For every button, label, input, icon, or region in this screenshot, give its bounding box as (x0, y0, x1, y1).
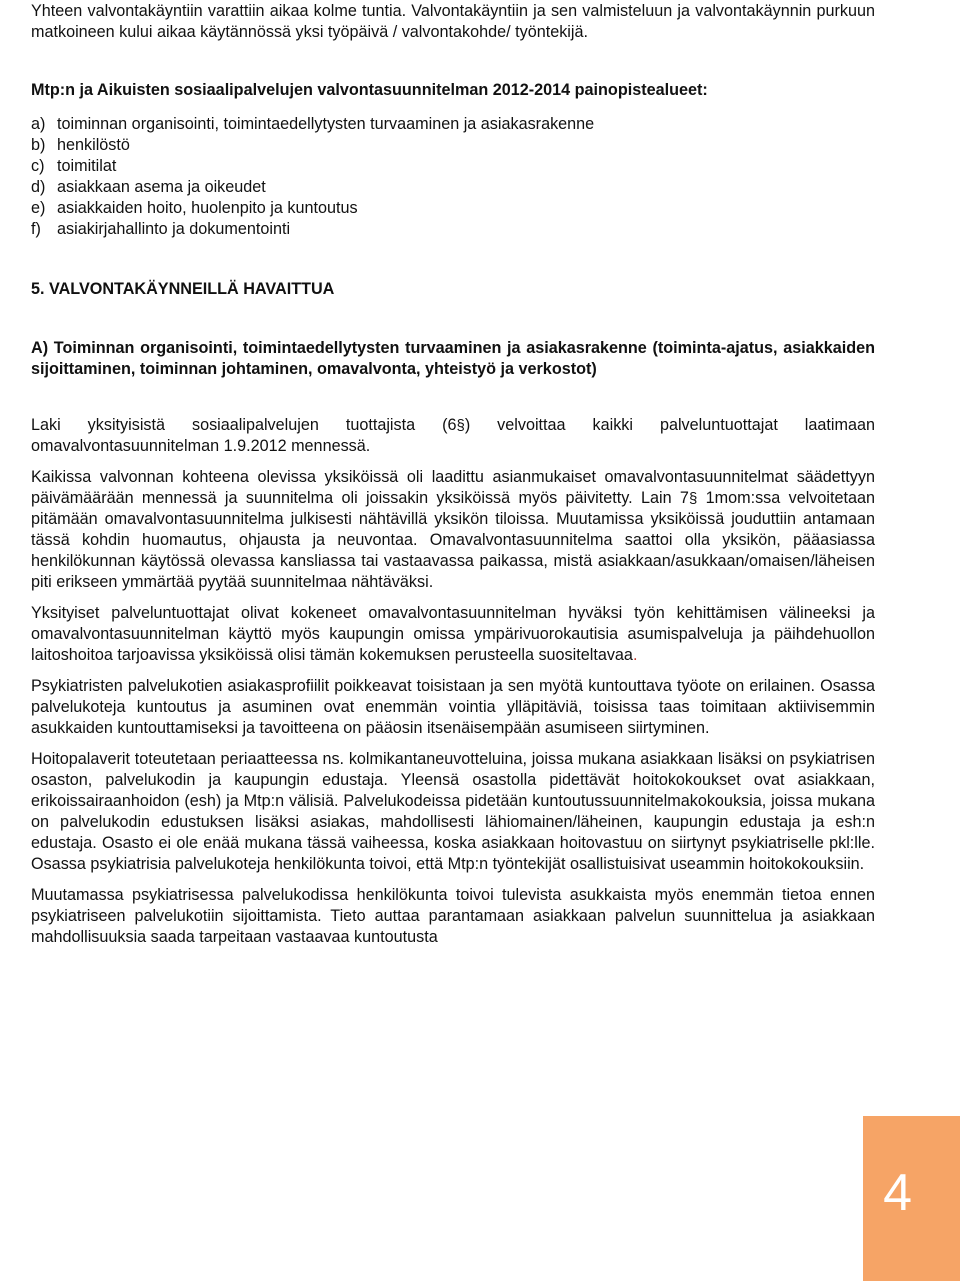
focus-list (31, 114, 875, 240)
section-heading: 5. VALVONTAKÄYNNEILLÄ HAVAITTUA (31, 280, 335, 298)
paragraph-5: Hoitopalaverit toteutetaan periaatteessa ns. kolmikantaneuvotteluina, joissa mukana asiakkaan lisäksi on psykiatrisen osaston, palvelukodin ja kaupungin edustaja. Yleensä osastolla pidettävät hoitokokoukset ovat asiakkaan, erikoissairaanhoidon (esh) ja Mtp:n välisiä. Palvelukodeissa pidetään kuntoutussuunnitelmakokouksia, joissa mukana on palvelukodin edustuksen lisäksi asiakas, mahdollisesti lähiomainen/läheinen, kaupungin edustaja ja esh:n edustaja. Osasto ei ole enää mukana tässä vaiheessa, koska asiakkaan hoitovastuu on siirtynyt psykiatriselle pkl:lle. Osassa psykiatrisia palvelukoteja henkilökunta toivoi, että Mtp:n työntekijät osallistuisivat useammin hoitokokouksiin. (31, 750, 875, 873)
paragraph-4: Psykiatristen palvelukotien asiakasprofiilit poikkeavat toisistaan ja sen myötä kuntouttava työote on erilainen. Osassa palvelukoteja kuntoutus ja asuminen ovat enemmän vointia ylläpitäviä, toisissa taas toimitaan aktiivisemmin asukkaiden kuntouttamiseksi ja tavoitteena on pääosin itsenäisempään asumiseen siirtyminen. (31, 677, 875, 737)
paragraph-2: Kaikissa valvonnan kohteena olevissa yksiköissä oli laadittu asianmukaiset omavalvontasuunnitelmat säädettyyn päivämäärään mennessä ja suunnitelma oli joissakin yksiköissä myös päivitetty. Lain 7§ 1mom:ssa velvoitetaan pitämään omavalvontasuunnitelma julkisesti nähtävillä yksikön tiloissa. Muutamissa yksiköissä jouduttiin antamaan tässä kohdin huomautus, ohjausta ja neuvontaa. Omavalvontasuunnitelma saattoi olla yksikön, pääasiassa henkilökunnan käytössä olevassa kansliassa tai vastaavassa paikassa, mistä asiakkaan/asukkaan/omaisen/läheisen piti erikseen ymmärtää pyytää suunnitelmaa nähtäväksi. (31, 468, 875, 591)
intro-paragraph: Yhteen valvontakäyntiin varattiin aikaa kolme tuntia. Valvontakäyntiin ja sen valmisteluun ja valvontakäynnin purkuun matkoineen kului aikaa käytännössä yksi työpäivä / valvontakohde/ työntekijä. (31, 2, 875, 41)
document-page (31, 0, 875, 948)
paragraph-1: Laki yksityisistä sosiaalipalvelujen tuottajista (6§) velvoittaa kaikki palveluntuottajat laatimaan omavalvontasuunnitelman 1.9.2012 mennessä. (31, 416, 875, 455)
paragraph-6: Muutamassa psykiatrisessa palvelukodissa henkilökunta toivoi tulevista asukkaista myös enemmän tietoa ennen psykiatriseen palvelukotiin sijoittamista. Tieto auttaa parantamaan asiakkaan palvelun suunnittelua ja asiakkaan mahdollisuuksia saada tarpeitaan vastaavaa kuntoutusta (31, 886, 875, 946)
list-item: b) henkilöstö (31, 136, 130, 154)
list-item: a) toiminnan organisointi, toimintaedellytysten turvaaminen ja asiakasrakenne (31, 115, 595, 133)
page-number: 4 (883, 1164, 912, 1222)
paragraph-3: Yksityiset palveluntuottajat olivat kokeneet omavalvontasuunnitelman hyväksi työn kehittämisen välineeksi ja omavalvontasuunnitelman käyttö myös kaupungin omissa ympärivuorokautisia asumispalveluja ja päihdehuollon laitoshoitoa tarjoavissa yksiköissä olisi tämän kokemuksen perusteella suositeltavaa. (31, 604, 875, 664)
list-item: c) toimitilat (31, 157, 117, 175)
list-item: d) asiakkaan asema ja oikeudet (31, 178, 266, 196)
list-item: e) asiakkaiden hoito, huolenpito ja kuntoutus (31, 199, 358, 217)
list-item: f) asiakirjahallinto ja dokumentointi (31, 220, 291, 238)
focus-heading: Mtp:n ja Aikuisten sosiaalipalvelujen valvontasuunnitelman 2012-2014 painopistealueet: (31, 81, 708, 99)
section-subheading: A) Toiminnan organisointi, toimintaedellytysten turvaaminen ja asiakasrakenne (toiminta-ajatus, asiakkaiden sijoittaminen, toiminnan johtaminen, omavalvonta, yhteistyö ja verkostot) (31, 339, 875, 378)
